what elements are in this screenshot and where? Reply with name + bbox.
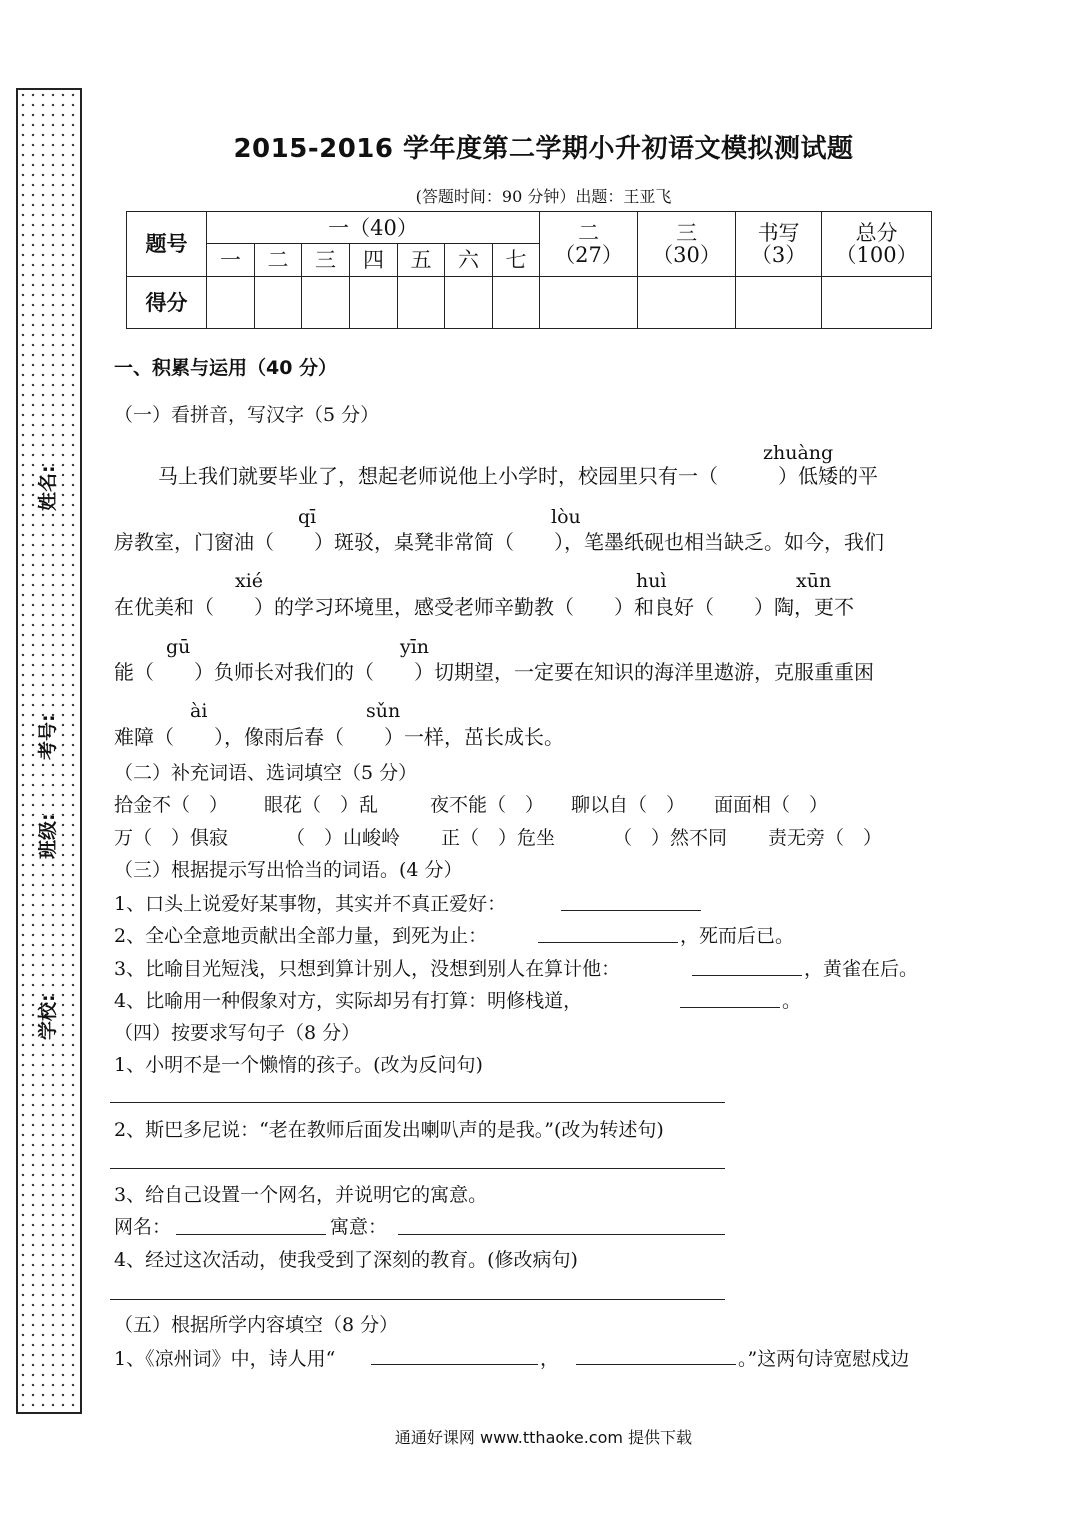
q5-heading: （五）根据所学内容填空（8 分） (114, 1314, 399, 1336)
sub-col-2: 二 (255, 244, 302, 277)
answer-blank[interactable] (561, 910, 701, 911)
q3-item-3-suffix: ，黄雀在后。 (804, 958, 919, 980)
score-cell[interactable] (736, 277, 822, 329)
pinyin-gu: gū (166, 636, 191, 658)
answer-blank[interactable] (680, 1007, 780, 1008)
pinyin-yin: yīn (400, 636, 430, 658)
sub-col-6: 六 (445, 244, 493, 277)
footer-source: 通通好课网 www.tthaoke.com 提供下载 (394, 1428, 693, 1447)
name-label: 姓名: (37, 465, 59, 511)
pinyin-ai: ài (190, 700, 208, 722)
q2-idiom: 夜不能（ ） (430, 794, 545, 816)
part1-header: 一（40） (207, 212, 540, 244)
q5-item-1-mid: ， (540, 1348, 560, 1370)
pinyin-lou: lòu (551, 506, 581, 528)
sub-col-5: 五 (398, 244, 445, 277)
q4-item-2: 2、斯巴多尼说：“老在教师后面发出喇叭声的是我。”(改为转述句) (114, 1119, 664, 1141)
pinyin-xun: xūn (796, 570, 832, 592)
q2-idiom: （ ）然不同 (613, 827, 728, 849)
pinyin-hui: huì (636, 570, 667, 592)
q3-item-2: 2、全心全意地贡献出全部力量，到死为止： (114, 925, 488, 947)
q2-idiom: 责无旁（ ） (768, 827, 883, 849)
q4-heading: （四）按要求写句子（8 分） (114, 1022, 361, 1044)
q1-passage-line-4: 能（ ）负师长对我们的（ ）切期望，一定要在知识的海洋里遨游，克服重重困 (114, 660, 874, 684)
answer-line[interactable] (110, 1299, 725, 1300)
score-cell[interactable] (302, 277, 350, 329)
score-cell[interactable] (638, 277, 736, 329)
q1-passage-line-1: 马上我们就要毕业了，想起老师说他上小学时，校园里只有一（ ）低矮的平 (158, 464, 878, 488)
pinyin-xie: xié (235, 570, 264, 592)
q5-item-1-suffix: 。”这两句诗宽慰戍边 (738, 1348, 910, 1370)
class-label: 班级: (37, 813, 59, 859)
section1-heading: 一、积累与运用（40 分） (114, 357, 338, 379)
answer-line[interactable] (110, 1102, 725, 1103)
q4-item-3: 3、给自己设置一个网名，并说明它的寓意。 (114, 1184, 488, 1206)
q1-passage-line-3: 在优美和（ ）的学习环境里，感受老师辛勤教（ ）和良好（ ）陶，更不 (114, 595, 854, 619)
q2-idiom: 眼花（ ）乱 (264, 794, 379, 816)
meaning-label: 寓意： (330, 1216, 388, 1238)
q2-idiom: 拾金不（ ） (114, 794, 229, 816)
sub-col-4: 四 (350, 244, 398, 277)
score-cell[interactable] (350, 277, 398, 329)
answer-blank[interactable] (576, 1364, 736, 1365)
q5-item-1-prefix: 1、《凉州词》中，诗人用“ (114, 1348, 336, 1370)
q1-heading: （一）看拼音，写汉字（5 分） (114, 404, 380, 426)
sub-col-3: 三 (302, 244, 350, 277)
question-number-header: 题号 (127, 212, 207, 277)
q2-idiom: 聊以自（ ） (571, 794, 686, 816)
exam-number-label: 考号: (37, 714, 59, 760)
q1-passage-line-5: 难障（ ），像雨后春（ ）一样，茁长成长。 (114, 725, 564, 749)
q2-heading: （二）补充词语、选词填空（5 分） (114, 762, 418, 784)
score-table (126, 211, 932, 329)
q2-idiom: 正（ ）危坐 (441, 827, 556, 849)
score-cell[interactable] (207, 277, 255, 329)
q1-passage-line-2: 房教室，门窗油（ ）斑驳，桌凳非常简（ ），笔墨纸砚也相当缺乏。如今，我们 (114, 530, 884, 554)
total-header: 总分 （100） (822, 212, 932, 277)
part2-header: 二 （27） (540, 212, 638, 277)
pinyin-sun: sǔn (366, 700, 401, 722)
score-cell[interactable] (493, 277, 540, 329)
q3-item-4: 4、比喻用一种假象对方，实际却另有打算：明修栈道， (114, 990, 583, 1012)
part3-header: 三 （30） (638, 212, 736, 277)
q4-item-4: 4、经过这次活动，使我受到了深刻的教育。(修改病句) (114, 1249, 578, 1271)
net-name-blank[interactable] (176, 1234, 326, 1235)
q3-item-1: 1、口头上说爱好某事物，其实并不真正爱好： (114, 893, 507, 915)
score-cell[interactable] (540, 277, 638, 329)
sub-col-7: 七 (493, 244, 540, 277)
page-title: 2015-2016 学年度第二学期小升初语文模拟测试题 (233, 134, 854, 164)
score-cell[interactable] (398, 277, 445, 329)
score-cell[interactable] (822, 277, 932, 329)
sub-col-1: 一 (207, 244, 255, 277)
answer-blank[interactable] (538, 942, 678, 943)
score-cell[interactable] (255, 277, 302, 329)
writing-header: 书写 （3） (736, 212, 822, 277)
answer-blank[interactable] (371, 1364, 538, 1365)
net-name-label: 网名： (114, 1216, 172, 1238)
q2-idiom: （ ）山峻岭 (286, 827, 401, 849)
meaning-blank[interactable] (398, 1234, 725, 1235)
pinyin-qi: qī (298, 506, 317, 528)
q3-heading: （三）根据提示写出恰当的词语。(4 分） (114, 859, 463, 881)
exam-info: (答题时间：90 分钟）出题：王亚飞 (415, 187, 672, 206)
q3-item-4-suffix: 。 (782, 990, 802, 1012)
q2-idiom: 万（ ）俱寂 (114, 827, 229, 849)
score-row-header: 得分 (127, 277, 207, 329)
score-cell[interactable] (445, 277, 493, 329)
q3-item-2-suffix: ，死而后已。 (680, 925, 795, 947)
answer-blank[interactable] (692, 975, 802, 976)
q2-idiom: 面面相（ ） (714, 794, 829, 816)
pinyin-zhuang: zhuàng (763, 442, 834, 464)
q4-item-1: 1、小明不是一个懒惰的孩子。(改为反问句) (114, 1054, 483, 1076)
answer-line[interactable] (110, 1168, 725, 1169)
q3-item-3: 3、比喻目光短浅，只想到算计别人，没想到别人在算计他： (114, 958, 621, 980)
school-label: 学校: (37, 994, 59, 1040)
